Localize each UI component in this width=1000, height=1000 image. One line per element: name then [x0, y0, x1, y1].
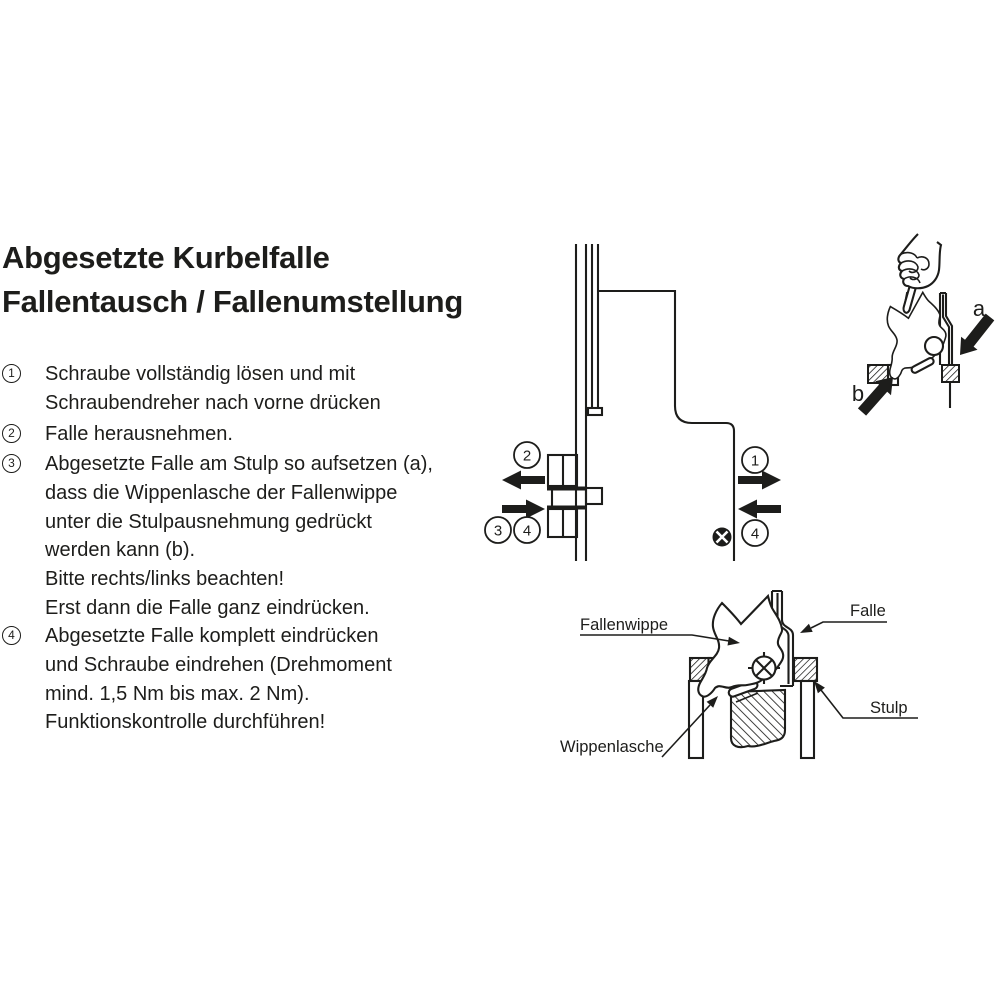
- step-4: [2, 622, 392, 737]
- step-4-text: [45, 622, 392, 737]
- arrow-right-icon: [502, 500, 545, 519]
- step-3: [2, 450, 433, 623]
- step-1: [2, 360, 381, 418]
- step-1-number-badge: 1: [2, 364, 21, 383]
- label-falle: Falle: [850, 602, 886, 620]
- label-stulp: Stulp: [870, 699, 908, 717]
- main-lock-diagram: [480, 230, 800, 570]
- label-fallenwippe: Fallenwippe: [580, 616, 669, 634]
- step-4-line: mind. 1,5 Nm bis max. 2 Nm).: [45, 682, 310, 705]
- label-wippenlasche: Wippenlasche: [560, 738, 664, 756]
- title-line-1: Abgesetzte Kurbelfalle: [2, 240, 330, 275]
- step-4-line: und Schraube eindrehen (Drehmoment: [45, 653, 392, 676]
- step-4-line: Funktionskontrolle durchführen!: [45, 711, 326, 734]
- stulp-section-right: [794, 658, 817, 681]
- step-1-line: Schraubendreher nach vorne drücken: [45, 391, 381, 414]
- arrow-left-icon: [738, 500, 781, 519]
- step-1-line: Schraube vollständig lösen und mit: [45, 363, 356, 385]
- right-leg: [801, 681, 814, 758]
- step-4-number-badge: 4: [2, 626, 21, 645]
- step-2-number-badge: 2: [2, 424, 21, 443]
- callout-4-left-number: 4: [522, 522, 532, 540]
- callout-4-right-number: 4: [750, 525, 760, 543]
- fallenwippe-shape: [698, 596, 783, 697]
- step-3-line: Abgesetzte Falle am Stulp so aufsetzen (a),: [45, 453, 433, 475]
- lock-case-outline: [598, 291, 734, 561]
- cross-section-diagram: [550, 580, 970, 785]
- step-3-text: [45, 450, 433, 623]
- arrow-right-icon: [738, 471, 781, 490]
- screw-icon: [713, 528, 732, 547]
- label-stulp-group: [814, 681, 918, 718]
- label-b: b: [851, 381, 865, 406]
- step-3-line: Erst dann die Falle ganz eindrücken.: [45, 596, 370, 619]
- inner-strip-lines: [592, 244, 598, 408]
- callout-2-number: 2: [522, 447, 532, 465]
- latch-tail: [586, 488, 602, 504]
- stulp-section-right: [942, 365, 959, 382]
- page-title: [2, 236, 463, 324]
- step-2: [2, 420, 233, 449]
- screw-hole: [925, 337, 943, 355]
- insert-detail-diagram: [838, 222, 1000, 422]
- step-2-text: [45, 420, 233, 449]
- title-line-2: Fallentausch / Fallenumstellung: [2, 284, 463, 319]
- inner-strip-foot: [588, 408, 602, 415]
- label-a: a: [972, 296, 986, 321]
- step-4-line: Abgesetzte Falle komplett eindrücken: [45, 625, 379, 647]
- callout-1-number: 1: [750, 452, 760, 470]
- arrow-left-icon: [502, 471, 545, 490]
- step-3-line: dass die Wippenlasche der Fallenwippe: [45, 481, 398, 504]
- label-falle-group: [800, 602, 887, 633]
- hatched-mass: [731, 690, 785, 747]
- step-3-number-badge: 3: [2, 454, 21, 473]
- step-3-line: Bitte rechts/links beachten!: [45, 568, 285, 591]
- step-3-line: werden kann (b).: [45, 539, 196, 562]
- callout-3-number: 3: [493, 522, 503, 540]
- step-2-line: Falle herausnehmen.: [45, 423, 233, 445]
- step-3-line: unter die Stulpausnehmung gedrückt: [45, 510, 372, 533]
- step-1-text: [45, 360, 381, 418]
